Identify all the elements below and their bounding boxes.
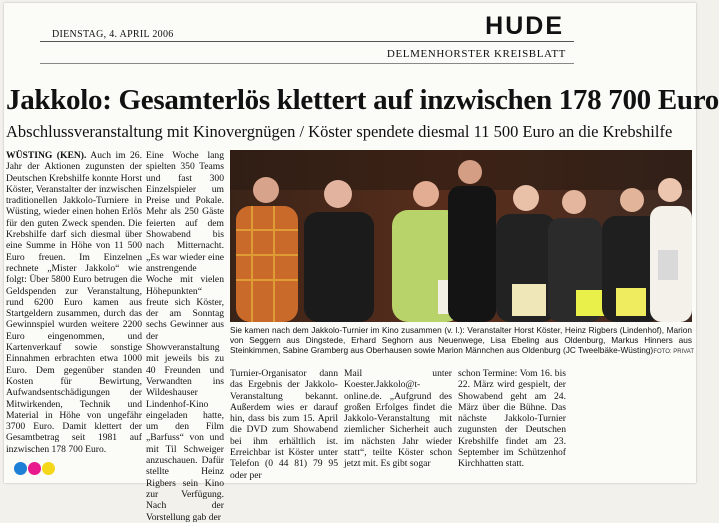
masthead-rule: [40, 41, 574, 42]
column-4-text: Mail unter Koester.Jakkolo@t-online.de. „Aufgrund des großen Erfolges findet die Jakkolo-Veranstaltung mit ziemlicher Sicherheit auch im nächsten Jahr wieder statt“, teilte Köster schon jetzt mit. Es gibt sogar: [344, 368, 452, 470]
article-headline: Jakkolo: Gesamterlös klettert auf inzwischen 178 700 Euro: [6, 84, 719, 116]
masthead: [40, 12, 574, 68]
section-title: HUDE: [485, 12, 564, 40]
cyan-dot: [14, 462, 27, 475]
masthead-rule-bottom: [40, 63, 574, 64]
magenta-dot: [28, 462, 41, 475]
column-1-text: Auch im 26. Jahr der Aktionen zugunsten der Deutschen Krebshilfe konnte Horst Köster, Veranstalter der inzwischen traditionellen Jakkolo-Turniere in Wüsting, wieder einen hohen Erlös für den guten Zweck spenden. Die Krebshilfe darf sich diesmal über eine Summe in Höhe von 11 500 Euro freuen. Im Einzelnen rechnete „Mister Jakkolo“ wie folgt: Über 5800 Euro betrugen die Geldspenden zur Veranstaltung, rund 6200 Euro kamen aus Startgeldern zusammen, durch das Gewinnspiel wurden weitere 2200 Euro eingenommen, und Kartenverkauf sowie sonstige Einnahmen erbrachten etwa 1000 Euro. Dem gegenüber standen Kosten für Bewirtung, Aufwandsentschädigungen der Mitwirkenden, Technik und Material in Höhe von ungefähr 3700 Euro. Damit klettert der Gesamtbetrag seit 1981 auf inzwischen 178 700 Euro.: [6, 150, 142, 455]
newspaper-name: DELMENHORSTER KREISBLATT: [386, 48, 566, 60]
column-5-text: schon Termine: Vom 16. bis 22. März wird gespielt, der Showabend geht am 24. März über die Bühne. Das nächste Jakkolo-Turnier zugunsten der Deutschen Krebshilfe findet am 23. September im Schützenhof Kirchhatten statt.: [458, 368, 566, 470]
column-3-text: Turnier-Organisator dann das Ergebnis der Jakkolo-Veranstaltung bekannt. Außerdem wies er darauf hin, dass bis zum 15. April die DVD zum Showabend bei ihm erhältlich ist. Erreichbar ist Köster unter Telefon (0 44 81) 79 95 oder per: [230, 368, 338, 481]
article-subhead: Abschlussveranstaltung mit Kinovergnügen / Köster spendete diesmal 11 500 Euro an die Krebshilfe: [6, 122, 673, 141]
yellow-dot: [42, 462, 55, 475]
photo-credit: FOTO: PRIVAT: [653, 349, 694, 355]
article-column-5: [458, 368, 566, 476]
group-photo: [230, 150, 692, 322]
dateline: WÜSTING (KEN).: [6, 150, 87, 161]
group-photo-image: [230, 150, 692, 322]
issue-date: DIENSTAG, 4. APRIL 2006: [52, 29, 174, 40]
photo-caption: Sie kamen nach dem Jakkolo-Turnier im Kino zusammen (v. l.): Veranstalter Horst Köster, Heinz Rigbers (Lindenhof), Marion von Seggern aus Dingstede, Erhard Seghorn aus Neuenwege, Lisa Ebeling aus Oldenburg, Markus Hinners aus Steinkimmen, Sabine Gramberg aus Oberhausen sowie Marion Männchen aus Oldenburg (JC Tweelbäke-Wüsting).: [230, 325, 692, 355]
article-column-3: [230, 368, 338, 481]
article-column-2: [146, 150, 224, 523]
article-column-4: [344, 368, 452, 476]
print-color-dots: [14, 462, 56, 480]
column-2-text: Eine Woche lang spielten 350 Teams und fast 300 Einzelspieler um Preise und Pokale. Mehr als 250 Gäste feierten auf dem Showabend bis nach Mitternacht. „Es war wieder eine anstrengende Woche mit vielen Höhepunkten“ freute sich Köster, der am Sonntag sechs Gewinner aus der Showveranstaltung mit jeweils bis zu 40 Freunden und Verwandten ins Wildeshauser Lindenhof-Kino eingeladen hatte, um den Film „Barfuss“ von und mit Til Schweiger anzuschauen. Dafür stellte Heinz Rigbers sein Kino zur Verfügung. Nach der Vorstellung gab der: [146, 150, 224, 523]
article-column-1: [6, 150, 142, 476]
